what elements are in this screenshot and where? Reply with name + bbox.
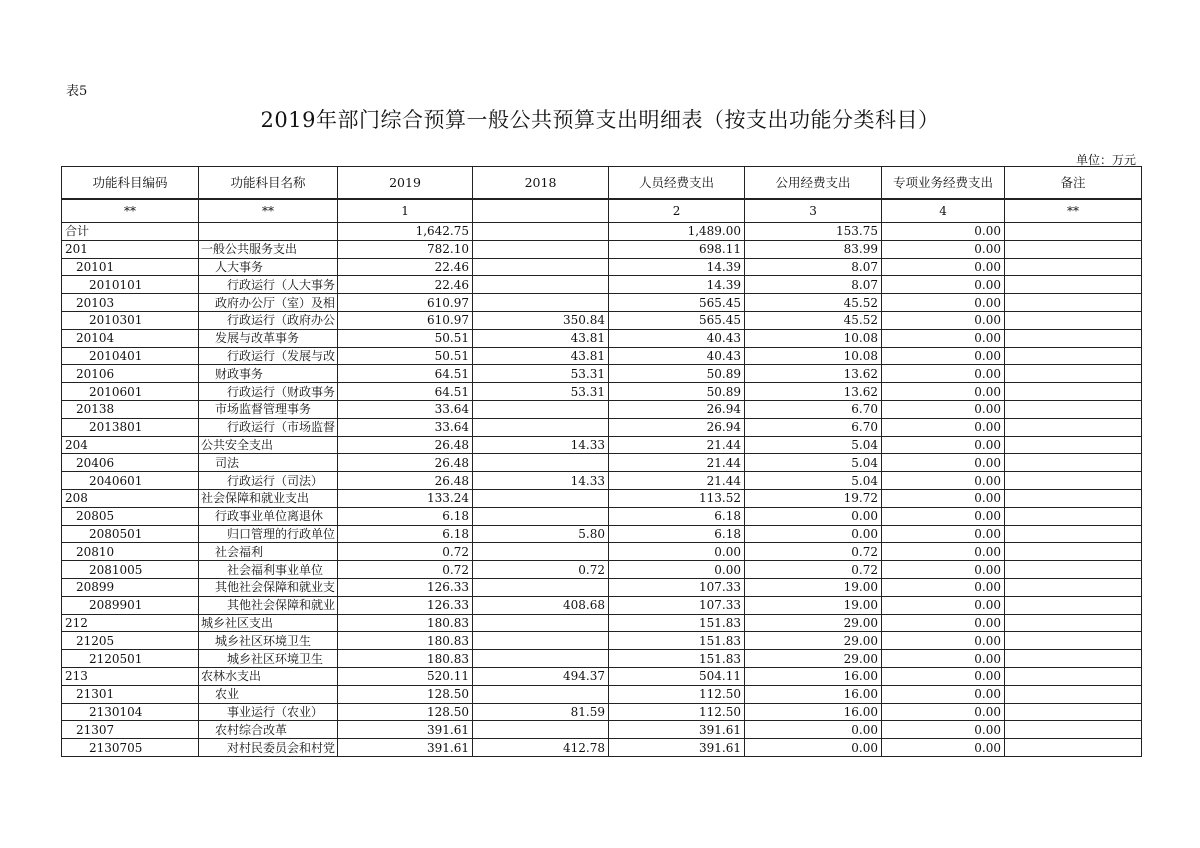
public-cell: 10.08 — [745, 329, 882, 347]
note-cell — [1005, 347, 1142, 365]
special-cell: 0.00 — [882, 489, 1005, 507]
value-2018-cell — [473, 223, 609, 241]
special-cell: 0.00 — [882, 383, 1005, 401]
note-cell — [1005, 632, 1142, 650]
value-2018-cell: 0.72 — [473, 561, 609, 579]
name-cell: 其他社会保障和就业 — [199, 596, 338, 614]
public-cell: 16.00 — [745, 703, 882, 721]
public-cell: 0.72 — [745, 561, 882, 579]
table-number: 表5 — [66, 84, 88, 99]
table-row — [62, 472, 1142, 490]
note-cell — [1005, 240, 1142, 258]
table-row — [62, 223, 1142, 241]
note-cell — [1005, 614, 1142, 632]
name-cell: 人大事务 — [199, 258, 338, 276]
note-cell — [1005, 311, 1142, 329]
personnel-cell: 50.89 — [609, 383, 745, 401]
personnel-cell: 14.39 — [609, 276, 745, 294]
unit-label: 单位：万元 — [1075, 153, 1136, 167]
code-cell: 2013801 — [62, 418, 199, 436]
name-cell: 行政运行（人大事务 — [199, 276, 338, 294]
value-2018-cell: 81.59 — [473, 703, 609, 721]
value-2019-cell: 180.83 — [338, 650, 473, 668]
value-2019-cell: 33.64 — [338, 418, 473, 436]
value-2019-cell: 22.46 — [338, 276, 473, 294]
personnel-cell: 0.00 — [609, 543, 745, 561]
personnel-cell: 21.44 — [609, 472, 745, 490]
public-cell: 0.72 — [745, 543, 882, 561]
header-personnel: 人员经费支出 — [609, 167, 745, 200]
value-2018-cell: 5.80 — [473, 525, 609, 543]
name-cell: 社会保障和就业支出 — [199, 489, 338, 507]
code-cell: 212 — [62, 614, 199, 632]
value-2018-cell — [473, 650, 609, 668]
code-cell: 21205 — [62, 632, 199, 650]
value-2019-cell: 391.61 — [338, 721, 473, 739]
value-2019-cell: 64.51 — [338, 365, 473, 383]
special-cell: 0.00 — [882, 596, 1005, 614]
special-cell: 0.00 — [882, 632, 1005, 650]
special-cell: 0.00 — [882, 347, 1005, 365]
note-cell — [1005, 383, 1142, 401]
name-cell: 农村综合改革 — [199, 721, 338, 739]
table-row — [62, 418, 1142, 436]
name-cell — [199, 223, 338, 241]
header-2018: 2018 — [473, 167, 609, 200]
name-cell: 社会福利事业单位 — [199, 561, 338, 579]
value-2018-cell: 408.68 — [473, 596, 609, 614]
table-row — [62, 383, 1142, 401]
personnel-cell: 6.18 — [609, 507, 745, 525]
name-cell: 行政运行（司法） — [199, 472, 338, 490]
note-cell — [1005, 578, 1142, 596]
special-cell: 0.00 — [882, 667, 1005, 685]
value-2019-cell: 133.24 — [338, 489, 473, 507]
table-row — [62, 507, 1142, 525]
public-cell: 45.52 — [745, 294, 882, 312]
personnel-cell: 151.83 — [609, 650, 745, 668]
table-row — [62, 703, 1142, 721]
value-2019-cell: 180.83 — [338, 614, 473, 632]
personnel-cell: 40.43 — [609, 347, 745, 365]
name-cell: 城乡社区环境卫生 — [199, 650, 338, 668]
table-row — [62, 525, 1142, 543]
value-2019-cell: 180.83 — [338, 632, 473, 650]
special-cell: 0.00 — [882, 561, 1005, 579]
value-2018-cell — [473, 578, 609, 596]
index-cell — [473, 199, 609, 223]
code-cell: 2120501 — [62, 650, 199, 668]
public-cell: 8.07 — [745, 258, 882, 276]
table-row — [62, 454, 1142, 472]
special-cell: 0.00 — [882, 703, 1005, 721]
value-2018-cell: 53.31 — [473, 365, 609, 383]
value-2019-cell: 0.72 — [338, 543, 473, 561]
public-cell: 0.00 — [745, 525, 882, 543]
table-row — [62, 294, 1142, 312]
public-cell: 19.00 — [745, 578, 882, 596]
value-2018-cell — [473, 418, 609, 436]
value-2018-cell — [473, 294, 609, 312]
value-2018-cell — [473, 258, 609, 276]
value-2018-cell — [473, 400, 609, 418]
name-cell: 城乡社区支出 — [199, 614, 338, 632]
value-2019-cell: 26.48 — [338, 472, 473, 490]
public-cell: 5.04 — [745, 454, 882, 472]
special-cell: 0.00 — [882, 294, 1005, 312]
name-cell: 社会福利 — [199, 543, 338, 561]
special-cell: 0.00 — [882, 472, 1005, 490]
name-cell: 发展与改革事务 — [199, 329, 338, 347]
note-cell — [1005, 685, 1142, 703]
table-row — [62, 739, 1142, 757]
value-2019-cell: 128.50 — [338, 703, 473, 721]
value-2019-cell: 391.61 — [338, 739, 473, 757]
personnel-cell: 151.83 — [609, 614, 745, 632]
personnel-cell: 14.39 — [609, 258, 745, 276]
table-row — [62, 365, 1142, 383]
table-row — [62, 311, 1142, 329]
value-2018-cell: 43.81 — [473, 329, 609, 347]
special-cell: 0.00 — [882, 329, 1005, 347]
table-row — [62, 400, 1142, 418]
index-cell: 2 — [609, 199, 745, 223]
public-cell: 29.00 — [745, 614, 882, 632]
public-cell: 83.99 — [745, 240, 882, 258]
note-cell — [1005, 400, 1142, 418]
personnel-cell: 0.00 — [609, 561, 745, 579]
table-row — [62, 276, 1142, 294]
code-cell: 20899 — [62, 578, 199, 596]
personnel-cell: 112.50 — [609, 703, 745, 721]
index-cell: 4 — [882, 199, 1005, 223]
code-cell: 20138 — [62, 400, 199, 418]
code-cell: 20101 — [62, 258, 199, 276]
code-cell: 204 — [62, 436, 199, 454]
public-cell: 13.62 — [745, 383, 882, 401]
table-row — [62, 578, 1142, 596]
public-cell: 6.70 — [745, 400, 882, 418]
name-cell: 归口管理的行政单位 — [199, 525, 338, 543]
value-2018-cell — [473, 543, 609, 561]
public-cell: 16.00 — [745, 685, 882, 703]
public-cell: 29.00 — [745, 650, 882, 668]
code-cell: 21301 — [62, 685, 199, 703]
index-cell: 1 — [338, 199, 473, 223]
value-2019-cell: 26.48 — [338, 454, 473, 472]
name-cell: 对村民委员会和村党 — [199, 739, 338, 757]
special-cell: 0.00 — [882, 400, 1005, 418]
value-2018-cell: 350.84 — [473, 311, 609, 329]
table-row — [62, 329, 1142, 347]
public-cell: 5.04 — [745, 472, 882, 490]
index-cell: ** — [199, 199, 338, 223]
table-row — [62, 258, 1142, 276]
code-cell: 208 — [62, 489, 199, 507]
personnel-cell: 112.50 — [609, 685, 745, 703]
special-cell: 0.00 — [882, 525, 1005, 543]
code-cell: 20805 — [62, 507, 199, 525]
public-cell: 0.00 — [745, 507, 882, 525]
value-2019-cell: 1,642.75 — [338, 223, 473, 241]
table-row — [62, 721, 1142, 739]
special-cell: 0.00 — [882, 418, 1005, 436]
note-cell — [1005, 721, 1142, 739]
special-cell: 0.00 — [882, 276, 1005, 294]
value-2019-cell: 6.18 — [338, 525, 473, 543]
note-cell — [1005, 223, 1142, 241]
code-cell: 20106 — [62, 365, 199, 383]
note-cell — [1005, 703, 1142, 721]
table-row — [62, 596, 1142, 614]
name-cell: 司法 — [199, 454, 338, 472]
name-cell: 市场监督管理事务 — [199, 400, 338, 418]
personnel-cell: 504.11 — [609, 667, 745, 685]
name-cell: 农业 — [199, 685, 338, 703]
table-row — [62, 667, 1142, 685]
code-cell: 20103 — [62, 294, 199, 312]
personnel-cell: 26.94 — [609, 400, 745, 418]
name-cell: 政府办公厅（室）及相 — [199, 294, 338, 312]
public-cell: 29.00 — [745, 632, 882, 650]
name-cell: 一般公共服务支出 — [199, 240, 338, 258]
public-cell: 0.00 — [745, 721, 882, 739]
value-2019-cell: 64.51 — [338, 383, 473, 401]
public-cell: 13.62 — [745, 365, 882, 383]
note-cell — [1005, 543, 1142, 561]
personnel-cell: 107.33 — [609, 578, 745, 596]
value-2018-cell: 14.33 — [473, 436, 609, 454]
value-2019-cell: 610.97 — [338, 294, 473, 312]
value-2018-cell — [473, 685, 609, 703]
special-cell: 0.00 — [882, 365, 1005, 383]
value-2018-cell — [473, 614, 609, 632]
public-cell: 8.07 — [745, 276, 882, 294]
personnel-cell: 21.44 — [609, 436, 745, 454]
value-2018-cell — [473, 721, 609, 739]
name-cell: 事业运行（农业） — [199, 703, 338, 721]
value-2018-cell: 14.33 — [473, 472, 609, 490]
code-cell: 2010401 — [62, 347, 199, 365]
note-cell — [1005, 454, 1142, 472]
note-cell — [1005, 329, 1142, 347]
note-cell — [1005, 596, 1142, 614]
value-2018-cell — [473, 240, 609, 258]
name-cell: 农林水支出 — [199, 667, 338, 685]
code-cell: 201 — [62, 240, 199, 258]
public-cell: 5.04 — [745, 436, 882, 454]
code-cell: 2010601 — [62, 383, 199, 401]
code-cell: 2040601 — [62, 472, 199, 490]
code-cell: 20406 — [62, 454, 199, 472]
name-cell: 行政运行（市场监督 — [199, 418, 338, 436]
code-cell: 21307 — [62, 721, 199, 739]
value-2019-cell: 610.97 — [338, 311, 473, 329]
value-2018-cell — [473, 632, 609, 650]
special-cell: 0.00 — [882, 507, 1005, 525]
note-cell — [1005, 507, 1142, 525]
value-2018-cell: 412.78 — [473, 739, 609, 757]
code-cell: 2130705 — [62, 739, 199, 757]
public-cell: 19.00 — [745, 596, 882, 614]
special-cell: 0.00 — [882, 614, 1005, 632]
special-cell: 0.00 — [882, 685, 1005, 703]
value-2019-cell: 126.33 — [338, 578, 473, 596]
table-row — [62, 489, 1142, 507]
document-title: 2019年部门综合预算一般公共预算支出明细表（按支出功能分类科目） — [260, 108, 940, 132]
name-cell: 行政事业单位离退休 — [199, 507, 338, 525]
index-cell: 3 — [745, 199, 882, 223]
personnel-cell: 50.89 — [609, 365, 745, 383]
value-2019-cell: 126.33 — [338, 596, 473, 614]
special-cell: 0.00 — [882, 223, 1005, 241]
note-cell — [1005, 276, 1142, 294]
code-cell: 2089901 — [62, 596, 199, 614]
public-cell: 6.70 — [745, 418, 882, 436]
special-cell: 0.00 — [882, 258, 1005, 276]
table-row — [62, 685, 1142, 703]
value-2018-cell: 43.81 — [473, 347, 609, 365]
value-2019-cell: 50.51 — [338, 329, 473, 347]
personnel-cell: 113.52 — [609, 489, 745, 507]
note-cell — [1005, 258, 1142, 276]
note-cell — [1005, 472, 1142, 490]
name-cell: 行政运行（发展与改 — [199, 347, 338, 365]
special-cell: 0.00 — [882, 650, 1005, 668]
value-2019-cell: 33.64 — [338, 400, 473, 418]
value-2019-cell: 0.72 — [338, 561, 473, 579]
personnel-cell: 565.45 — [609, 294, 745, 312]
personnel-cell: 151.83 — [609, 632, 745, 650]
personnel-cell: 391.61 — [609, 721, 745, 739]
value-2018-cell — [473, 507, 609, 525]
name-cell: 其他社会保障和就业支 — [199, 578, 338, 596]
value-2019-cell: 782.10 — [338, 240, 473, 258]
code-cell: 20104 — [62, 329, 199, 347]
budget-table — [61, 166, 1142, 757]
note-cell — [1005, 667, 1142, 685]
table-row — [62, 614, 1142, 632]
special-cell: 0.00 — [882, 721, 1005, 739]
special-cell: 0.00 — [882, 436, 1005, 454]
special-cell: 0.00 — [882, 543, 1005, 561]
personnel-cell: 698.11 — [609, 240, 745, 258]
special-cell: 0.00 — [882, 454, 1005, 472]
value-2018-cell — [473, 489, 609, 507]
note-cell — [1005, 365, 1142, 383]
public-cell: 19.72 — [745, 489, 882, 507]
personnel-cell: 40.43 — [609, 329, 745, 347]
header-note: 备注 — [1005, 167, 1142, 200]
name-cell: 行政运行（财政事务 — [199, 383, 338, 401]
code-cell: 2081005 — [62, 561, 199, 579]
table-row — [62, 632, 1142, 650]
index-row — [62, 199, 1142, 223]
public-cell: 153.75 — [745, 223, 882, 241]
note-cell — [1005, 739, 1142, 757]
table-row — [62, 347, 1142, 365]
value-2018-cell — [473, 276, 609, 294]
index-cell: ** — [62, 199, 199, 223]
index-cell: ** — [1005, 199, 1142, 223]
note-cell — [1005, 561, 1142, 579]
name-cell: 城乡社区环境卫生 — [199, 632, 338, 650]
name-cell: 公共安全支出 — [199, 436, 338, 454]
value-2019-cell: 6.18 — [338, 507, 473, 525]
note-cell — [1005, 436, 1142, 454]
value-2019-cell: 128.50 — [338, 685, 473, 703]
value-2019-cell: 520.11 — [338, 667, 473, 685]
personnel-cell: 1,489.00 — [609, 223, 745, 241]
table-row — [62, 543, 1142, 561]
value-2018-cell: 494.37 — [473, 667, 609, 685]
name-cell: 财政事务 — [199, 365, 338, 383]
table-row — [62, 240, 1142, 258]
code-cell: 2010301 — [62, 311, 199, 329]
personnel-cell: 107.33 — [609, 596, 745, 614]
personnel-cell: 391.61 — [609, 739, 745, 757]
public-cell: 0.00 — [745, 739, 882, 757]
public-cell: 16.00 — [745, 667, 882, 685]
note-cell — [1005, 525, 1142, 543]
personnel-cell: 6.18 — [609, 525, 745, 543]
public-cell: 45.52 — [745, 311, 882, 329]
code-cell: 213 — [62, 667, 199, 685]
code-cell: 2080501 — [62, 525, 199, 543]
header-2019: 2019 — [338, 167, 473, 200]
value-2018-cell: 53.31 — [473, 383, 609, 401]
name-cell: 行政运行（政府办公 — [199, 311, 338, 329]
code-cell: 20810 — [62, 543, 199, 561]
personnel-cell: 21.44 — [609, 454, 745, 472]
personnel-cell: 26.94 — [609, 418, 745, 436]
header-row — [62, 167, 1142, 200]
header-special: 专项业务经费支出 — [882, 167, 1005, 200]
table-row — [62, 436, 1142, 454]
header-name: 功能科目名称 — [199, 167, 338, 200]
table-row — [62, 650, 1142, 668]
note-cell — [1005, 294, 1142, 312]
code-cell: 合计 — [62, 223, 199, 241]
note-cell — [1005, 489, 1142, 507]
note-cell — [1005, 418, 1142, 436]
public-cell: 10.08 — [745, 347, 882, 365]
code-cell: 2130104 — [62, 703, 199, 721]
value-2019-cell: 50.51 — [338, 347, 473, 365]
special-cell: 0.00 — [882, 311, 1005, 329]
special-cell: 0.00 — [882, 578, 1005, 596]
personnel-cell: 565.45 — [609, 311, 745, 329]
value-2019-cell: 22.46 — [338, 258, 473, 276]
table-row — [62, 561, 1142, 579]
special-cell: 0.00 — [882, 739, 1005, 757]
code-cell: 2010101 — [62, 276, 199, 294]
note-cell — [1005, 650, 1142, 668]
special-cell: 0.00 — [882, 240, 1005, 258]
header-code: 功能科目编码 — [62, 167, 199, 200]
header-public: 公用经费支出 — [745, 167, 882, 200]
value-2018-cell — [473, 454, 609, 472]
value-2019-cell: 26.48 — [338, 436, 473, 454]
